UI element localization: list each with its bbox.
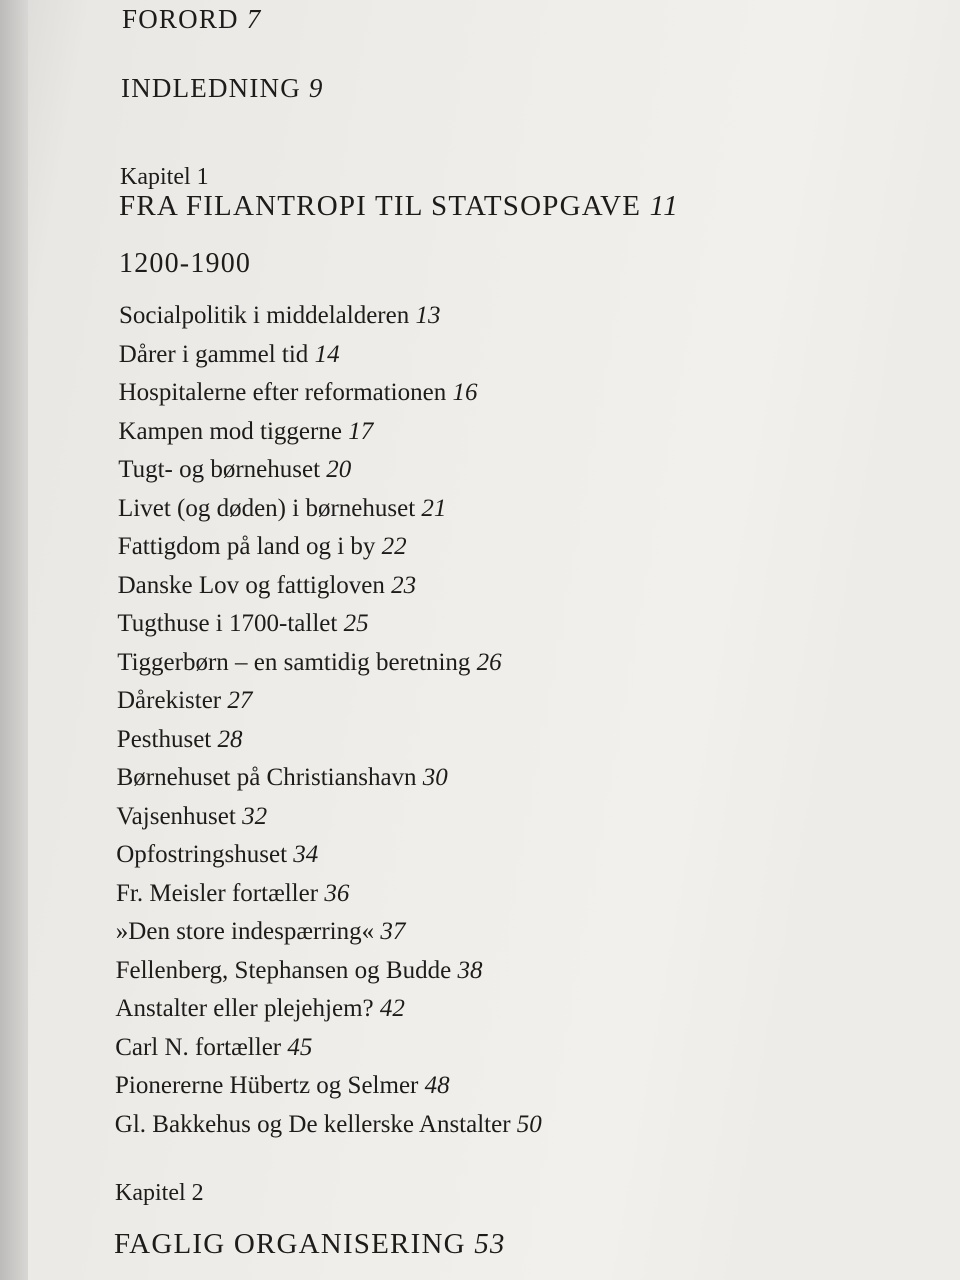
toc-entry-page: 28: [217, 725, 243, 753]
toc-entry-page: 32: [242, 802, 268, 830]
chapter2-page: 53: [474, 1228, 506, 1260]
toc-entry-title: Anstalter eller plejehjem?: [115, 995, 374, 1022]
toc-entry-title: Pesthuset: [116, 725, 212, 753]
toc-entry: [115, 1034, 312, 1062]
toc-entry: [115, 1072, 450, 1100]
toc-entry: [116, 803, 267, 831]
indledning-title: INDLEDNING: [121, 73, 301, 103]
toc-entry-page: 21: [421, 494, 447, 522]
forord-title: FORORD: [122, 4, 239, 34]
toc-entry-title: Gl. Bakkehus og De kellerske Anstalter: [114, 1110, 511, 1138]
toc-entry-page: 23: [391, 571, 417, 599]
toc-entry-page: 25: [343, 610, 369, 637]
forord-entry: [122, 4, 261, 35]
toc-entry: [119, 379, 478, 407]
toc-entry-page: 37: [380, 918, 406, 945]
toc-entry-page: 16: [452, 379, 478, 406]
toc-entry-page: 34: [293, 841, 319, 868]
toc-entry-page: 36: [324, 879, 350, 907]
toc-entry-page: 26: [476, 648, 502, 676]
toc-entry-title: Livet (og døden) i børnehuset: [118, 494, 416, 522]
toc-entry-title: »Den store indespærring«: [115, 918, 375, 945]
toc-entry-page: 14: [314, 340, 340, 368]
toc-entry: [119, 341, 340, 369]
toc-entry: [117, 726, 243, 754]
toc-entry-title: Kampen mod tiggerne: [118, 417, 342, 445]
toc-entry-title: Tiggerbørn – en samtidig beretning: [117, 648, 471, 676]
chapter1-heading: [119, 190, 679, 223]
toc-entry-page: 42: [379, 995, 405, 1022]
toc-entry: [118, 418, 373, 446]
toc-entry-title: Opfostringshuset: [116, 841, 288, 868]
toc-entry: [117, 687, 252, 715]
toc-entry: [116, 880, 349, 908]
toc-entry-page: 50: [516, 1110, 542, 1138]
toc-entry-title: Fattigdom på land og i by: [117, 533, 376, 560]
toc-entry: [118, 456, 351, 484]
toc-entry: [118, 572, 417, 600]
toc-entry-title: Socialpolitik i middelalderen: [119, 302, 410, 329]
book-gutter: [0, 0, 28, 1280]
chapter1-years: 1200-1900: [119, 248, 252, 279]
toc-entry-page: 45: [287, 1033, 313, 1061]
indledning-page: 9: [308, 73, 324, 103]
toc-entry: [117, 649, 501, 677]
chapter1-title: FRA FILANTROPI TIL STATSOPGAVE: [119, 190, 642, 222]
forord-page: 7: [246, 4, 262, 34]
toc-entry: [118, 533, 407, 561]
toc-entry: [116, 957, 483, 985]
toc-entry-title: Fr. Meisler fortæller: [116, 879, 319, 907]
toc-entry-page: 27: [227, 687, 253, 714]
toc-entry: [115, 1111, 542, 1139]
toc-entry-title: Carl N. fortæller: [115, 1033, 282, 1061]
chapter2-title: FAGLIG ORGANISERING: [114, 1228, 466, 1260]
toc-entry-page: 38: [457, 956, 483, 984]
toc-entry-page: 30: [422, 764, 448, 791]
toc-entry-page: 20: [326, 456, 352, 483]
toc-entry-title: Dårekister: [117, 687, 222, 714]
toc-entry-page: 13: [415, 302, 441, 329]
toc-entry-title: Vajsenhuset: [116, 802, 236, 830]
toc-entry: [116, 841, 318, 869]
toc-entry: [117, 764, 448, 792]
toc-entry-title: Fellenberg, Stephansen og Budde: [115, 956, 452, 984]
toc-entry-page: 48: [424, 1072, 450, 1099]
toc-entry: [119, 302, 440, 330]
toc-entry-title: Hospitalerne efter reformationen: [118, 379, 447, 406]
chapter1-page: 11: [649, 190, 679, 222]
toc-entry-page: 17: [348, 417, 374, 445]
toc-entry-title: Tugt- og børnehuset: [118, 456, 321, 483]
toc-entry: [117, 610, 368, 638]
toc-entry-page: 22: [381, 533, 407, 560]
chapter1-label: Kapitel 1: [120, 164, 209, 190]
toc-entry: [115, 995, 404, 1023]
toc-entry-title: Dårer i gammel tid: [118, 340, 309, 368]
toc-entry-title: Børnehuset på Christianshavn: [116, 764, 417, 791]
toc-entry-title: Danske Lov og fattigloven: [117, 571, 385, 599]
toc-entry-title: Pionererne Hübertz og Selmer: [115, 1072, 419, 1099]
toc-entry: [118, 495, 446, 523]
chapter2-heading: [114, 1228, 506, 1261]
toc-entry-title: Tugthuse i 1700-tallet: [117, 610, 338, 637]
indledning-entry: [121, 73, 324, 104]
toc-entry: [116, 918, 406, 946]
chapter2-label: Kapitel 2: [115, 1180, 204, 1206]
